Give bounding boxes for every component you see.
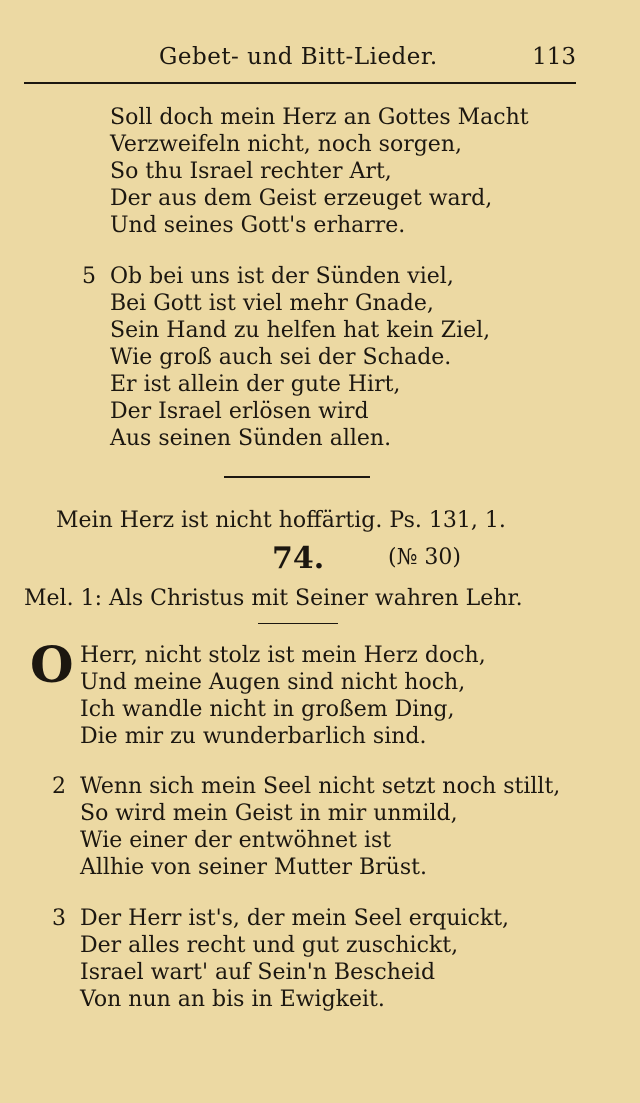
verse-line: Verzweifeln nicht, noch sorgen, xyxy=(110,132,462,157)
verse-line: Der Herr ist's, der mein Seel erquickt, xyxy=(80,906,510,931)
header-title: Gebet- und Bitt-Lieder. xyxy=(159,44,438,70)
running-header xyxy=(24,44,576,80)
hymn-title: Mein Herz ist nicht hoffärtig. Ps. 131, 1. xyxy=(56,508,506,533)
header-rule xyxy=(24,82,576,84)
verse-line: Ich wandle nicht in großem Ding, xyxy=(80,697,455,722)
hymn-reference: (№ 30) xyxy=(388,545,461,570)
verse-line: So thu Israel rechter Art, xyxy=(110,159,392,184)
short-divider xyxy=(258,623,338,624)
verse-line: Die mir zu wunderbarlich sind. xyxy=(80,724,427,749)
verse-line: Und meine Augen sind nicht hoch, xyxy=(80,670,466,695)
verse-line: Soll doch mein Herz an Gottes Macht xyxy=(110,105,529,130)
verse-line: Bei Gott ist viel mehr Gnade, xyxy=(110,291,434,316)
verse-line: Aus seinen Sünden allen. xyxy=(110,426,392,451)
drop-initial: O xyxy=(30,635,74,694)
verse-line: Der aus dem Geist erzeuget ward, xyxy=(110,186,493,211)
verse-line: Wie groß auch sei der Schade. xyxy=(110,345,452,370)
verse-line: Ob bei uns ist der Sünden viel, xyxy=(110,264,454,289)
stanza-number: 3 xyxy=(52,906,66,931)
verse-line: Und seines Gott's erharre. xyxy=(110,213,406,238)
stanza-number: 2 xyxy=(52,774,66,799)
verse-line: Israel wart' auf Sein'n Bescheid xyxy=(80,960,436,985)
melody-line: Mel. 1: Als Christus mit Seiner wahren Lehr. xyxy=(24,586,523,611)
verse-line: Von nun an bis in Ewigkeit. xyxy=(80,987,385,1012)
verse-line: Wenn sich mein Seel nicht setzt noch stillt, xyxy=(80,774,561,799)
verse-line: Wie einer der entwöhnet ist xyxy=(80,828,392,853)
verse-line: Herr, nicht stolz ist mein Herz doch, xyxy=(80,643,486,668)
stanza-number: 5 xyxy=(82,264,96,289)
verse-line: Der alles recht und gut zuschickt, xyxy=(80,933,459,958)
hymn-number: 74. xyxy=(272,541,325,576)
verse-line: Sein Hand zu helfen hat kein Ziel, xyxy=(110,318,491,343)
verse-line: Der Israel erlösen wird xyxy=(110,399,369,424)
section-divider xyxy=(224,476,370,478)
page-number: 113 xyxy=(532,44,576,70)
verse-line: Er ist allein der gute Hirt, xyxy=(110,372,401,397)
verse-line: So wird mein Geist in mir unmild, xyxy=(80,801,458,826)
verse-line: Allhie von seiner Mutter Brüst. xyxy=(80,855,427,880)
